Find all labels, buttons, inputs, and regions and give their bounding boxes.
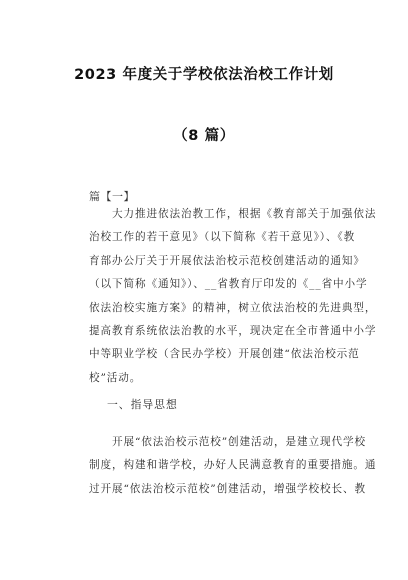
paragraph-line: 中等职业学校（含民办学校）开展创建“依法治校示范 — [89, 348, 360, 361]
paragraph-2 — [89, 431, 377, 501]
document-title: 2023 年度关于学校依法治校工作计划 — [74, 67, 334, 83]
paragraph-line: 过开展“依法治校示范校”创建活动，增强学校校长、教 — [89, 482, 366, 495]
paragraph-line: 治校工作的若干意见》（以下简称《若干意见》）、《教 — [89, 231, 356, 244]
paragraph-line: 制度，构建和谐学校，办好人民满意教育的重要措施。通 — [89, 459, 377, 472]
section-marker: 篇【一】 — [89, 190, 135, 203]
paragraph-line: 开展“依法治校示范校”创建活动，是建立现代学校 — [89, 436, 366, 448]
document-subtitle: （8 篇） — [173, 128, 235, 144]
paragraph-line: 大力推进依法治教工作，根据《教育部关于加强依法 — [89, 208, 377, 220]
paragraph-1 — [89, 203, 377, 390]
paragraph-line: （以下简称《通知》）、__省教育厅印发的《__省中小学 — [89, 278, 368, 291]
paragraph-line: 育部办公厅关于开展依法治校示范校创建活动的通知》 — [89, 254, 365, 267]
paragraph-line: 校”活动。 — [89, 371, 142, 384]
paragraph-line: 依法治校实施方案》的精神，树立依法治校的先进典型， — [89, 301, 377, 314]
paragraph-line: 提高教育系统依法治教的水平，现决定在全市普通中小学 — [89, 324, 377, 337]
section-heading: 一、指导思想 — [107, 398, 178, 411]
